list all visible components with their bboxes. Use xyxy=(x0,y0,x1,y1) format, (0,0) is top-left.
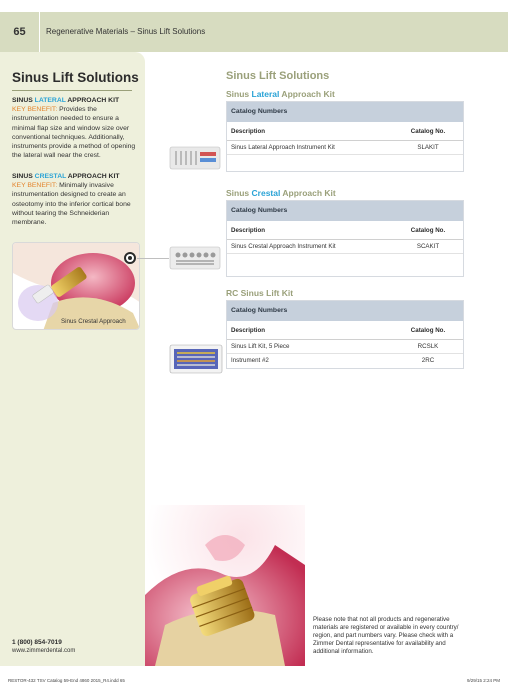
leader-line xyxy=(137,258,169,259)
crestal-text: Minimally invasive instrumentation designed to create an osteotomy into the inferior cortical bone without tearing the Schneiderian membrane. xyxy=(12,182,131,227)
lateral-text: Provides the instrumentation needed to ensure a minimal flap size and window size over conventional techniques. Additionally, instruments provide a method of opening the lateral wall near the crest. xyxy=(12,106,136,160)
lateral-catalog-table xyxy=(226,101,464,172)
crestal-kit-image xyxy=(168,243,222,273)
lateral-description xyxy=(12,96,136,160)
implant-illustration xyxy=(145,505,305,666)
section-title: Regenerative Materials – Sinus Lift Solutions xyxy=(46,27,206,36)
col-catalog-no: Catalog No. xyxy=(410,128,446,135)
crestal-illustration xyxy=(12,242,140,330)
sidebar xyxy=(0,52,145,666)
col-description: Description xyxy=(231,128,266,135)
rc-catalog-table xyxy=(226,300,464,369)
lateral-heading: SINUS LATERAL APPROACH KIT xyxy=(12,97,120,104)
table-row: Sinus Crestal Approach Instrument Kit SCAKIT xyxy=(227,240,463,254)
crestal-description xyxy=(12,172,136,227)
footer-date: 9/29/15 2:24 PM xyxy=(466,678,500,683)
lateral-kit-heading: Sinus Lateral Approach Kit xyxy=(226,89,335,99)
page-title: Sinus Lift Solutions xyxy=(226,70,330,82)
illustration-caption: Sinus Crestal Approach xyxy=(61,318,126,325)
table-header: Catalog Numbers xyxy=(227,201,463,221)
table-row: Sinus Lift Kit, 5 Piece RCSLK xyxy=(227,340,463,354)
col-catalog-no: Catalog No. xyxy=(410,327,446,334)
table-row: Instrument #2 2RC xyxy=(231,357,435,364)
website-link[interactable]: www.zimmerdental.com xyxy=(12,648,76,654)
divider xyxy=(12,90,132,91)
rc-kit-heading: RC Sinus Lift Kit xyxy=(226,288,294,298)
rc-kit-image xyxy=(168,342,224,376)
crestal-catalog-table xyxy=(226,200,464,277)
crestal-kit-heading: Sinus Crestal Approach Kit xyxy=(226,188,336,198)
footer-file: RESTOR-432 TSV Catalog 59-End 4860 2015_R4.indd 65 xyxy=(8,678,125,683)
phone-number: 1 (800) 854-7019 xyxy=(12,639,62,646)
col-description: Description xyxy=(231,327,266,334)
lateral-kit-image xyxy=(168,143,222,173)
key-benefit-label: KEY BENEFIT: xyxy=(12,106,58,114)
sidebar-title: Sinus Lift Solutions xyxy=(12,70,139,85)
col-description: Description xyxy=(231,227,266,234)
table-header: Catalog Numbers xyxy=(227,301,463,321)
target-icon xyxy=(124,252,136,264)
table-row: Sinus Lateral Approach Instrument Kit SLAKIT xyxy=(227,141,463,155)
key-benefit-label: KEY BENEFIT: xyxy=(12,182,58,190)
crestal-heading: SINUS CRESTAL APPROACH KIT xyxy=(12,173,120,180)
col-catalog-no: Catalog No. xyxy=(410,227,446,234)
print-footer xyxy=(8,678,500,683)
table-columns xyxy=(227,128,463,141)
header-bar xyxy=(0,12,508,52)
table-header: Catalog Numbers xyxy=(227,102,463,122)
table-columns xyxy=(227,227,463,240)
table-columns xyxy=(227,327,463,340)
page-number: 65 xyxy=(0,12,40,52)
disclaimer: Please note that not all products and regenerative materials are registered or available in every country/ region, and part numbers vary. Please check with a Zimmer Dental representative for availability and additional information. xyxy=(313,616,459,655)
